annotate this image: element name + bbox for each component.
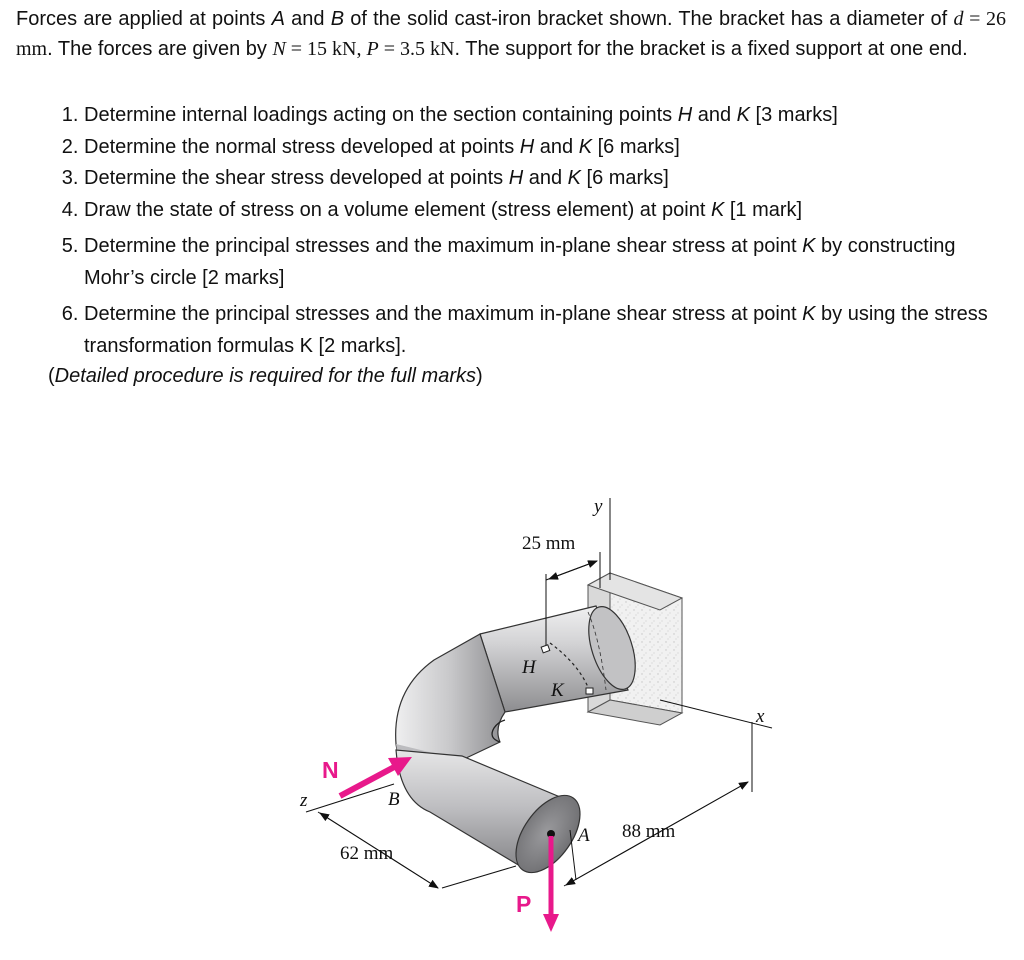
task-item (84, 100, 1020, 132)
task-list (40, 100, 1020, 362)
task-item (84, 299, 1020, 362)
dim-88-label: 88 mm (622, 821, 676, 842)
force-p-label: P (516, 891, 532, 917)
task-text: and (692, 104, 737, 126)
y-axis-label: y (594, 496, 603, 517)
task-text: and (534, 135, 579, 158)
task-text: Determine the shear stress developed at points (84, 167, 509, 189)
d-symbol: d (953, 8, 964, 30)
task-text: Draw the state of stress on a volume element (stress element) at point (84, 198, 711, 221)
point-ref: K (802, 235, 816, 257)
z-axis-label: z (300, 790, 308, 811)
point-ref: K (567, 167, 581, 189)
task-text: Determine the principal stresses and the maximum in-plane shear stress at point (84, 303, 803, 325)
note-paren: ) (475, 365, 483, 387)
task-item (84, 132, 1020, 164)
intro-text: Forces are applied at points (16, 8, 272, 30)
point-ref: H (508, 167, 524, 189)
task-text: [3 marks] (749, 104, 838, 126)
task-text: [1 mark] (724, 198, 803, 221)
intro-text: and (284, 8, 331, 30)
point-b-ref: B (330, 8, 345, 30)
dim-25-label: 25 mm (522, 533, 576, 554)
point-ref: K (736, 104, 750, 126)
point-ref: K (578, 135, 593, 158)
task-text: [6 marks] (580, 167, 669, 189)
task-text: by constructing Mohr’s circle [2 marks] (84, 235, 956, 289)
intro-text: . The forces are given by (47, 38, 273, 60)
p-value: = 3.5 kN (378, 38, 455, 60)
n-value: = 15 kN, (285, 38, 367, 60)
task-text: [6 marks] (592, 135, 680, 158)
problem-statement (16, 4, 1006, 64)
p-symbol: P (366, 38, 379, 60)
force-n-label: N (322, 757, 339, 783)
point-ref: K (710, 198, 725, 221)
intro-text: of the solid cast-iron bracket shown. The bracket has a diameter of (344, 8, 954, 30)
task-item (84, 195, 1020, 227)
intro-text: . The support for the bracket is a fixed support at one end. (454, 38, 968, 60)
point-a-label: A (578, 825, 590, 846)
task-text: Determine the normal stress developed at points (84, 135, 520, 158)
point-b-label: B (388, 789, 400, 810)
note-paren: ( (48, 365, 55, 387)
task-item (84, 163, 1020, 195)
n-symbol: N (272, 38, 286, 60)
lower-arm (396, 750, 593, 884)
dim-62-label: 62 mm (340, 843, 394, 864)
d-value: = 26 mm (16, 8, 1007, 60)
point-ref: K (802, 303, 816, 325)
x-axis-label: x (756, 706, 765, 727)
point-ref: H (677, 104, 693, 126)
bracket-figure (0, 380, 1024, 960)
task-text: by using the stress transformation formulas K [2 marks]. (84, 303, 988, 357)
dim-88mm (564, 722, 752, 886)
forces-expression (272, 38, 454, 60)
task-text: and (523, 167, 568, 189)
task-text: Determine internal loadings acting on the section containing points (84, 104, 678, 126)
task-item (84, 231, 1020, 294)
point-ref: H (519, 135, 535, 158)
point-k-label: K (551, 680, 564, 701)
task-text: Determine the principal stresses and the maximum in-plane shear stress at point (84, 235, 803, 257)
note-text: Detailed procedure is required for the full marks (54, 365, 476, 387)
point-k-marker (586, 688, 593, 694)
point-h-label: H (522, 657, 536, 678)
point-a-ref: A (271, 8, 285, 30)
